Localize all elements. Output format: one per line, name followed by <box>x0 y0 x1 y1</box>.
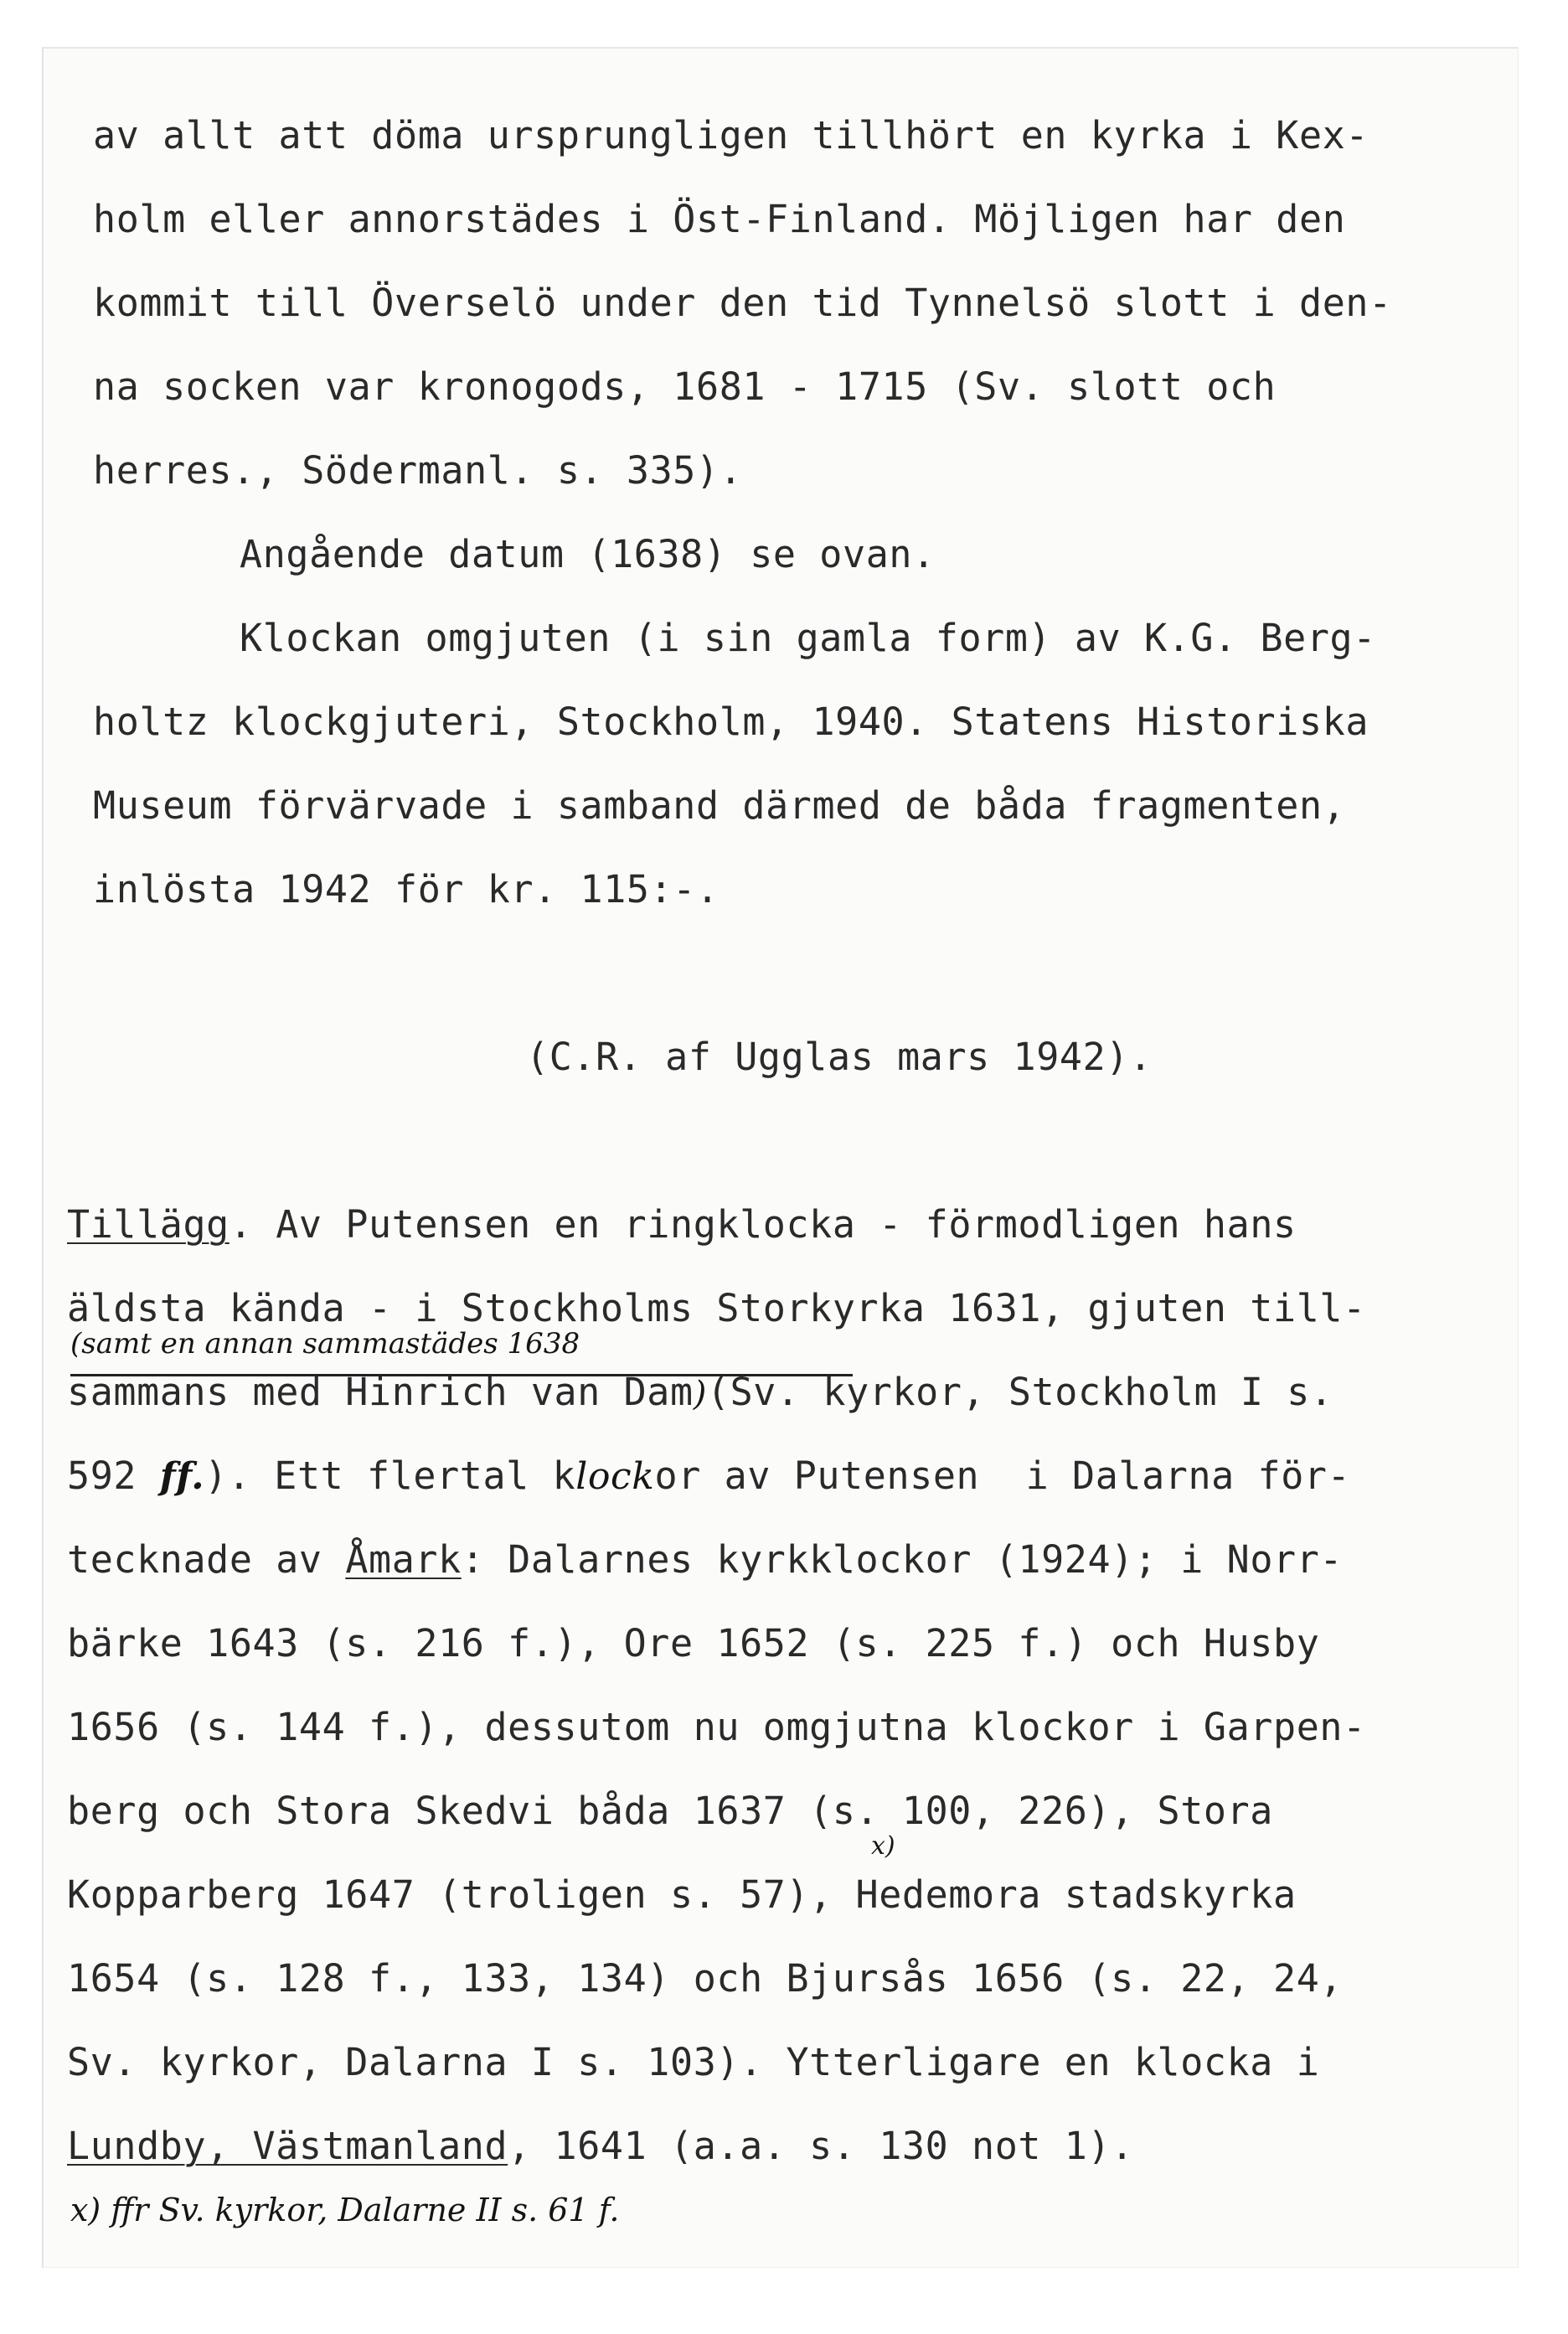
text-line: berg och Stora Skedvi båda 1637 (s. 100, 226), Stora <box>67 1789 1273 1833</box>
text-line: herres., Södermanl. s. 335). <box>93 448 743 493</box>
text-line: äldsta kända - i Stockholms Storkyrka 1631, gjuten till- <box>67 1286 1366 1330</box>
text-line: av allt att döma ursprungligen tillhört en kyrka i Kex- <box>93 113 1369 157</box>
text-line: Sv. kyrkor, Dalarna I s. 103). Ytterligare en klocka i <box>67 2040 1320 2084</box>
text-line: holtz klockgjuteri, Stockholm, 1940. Statens Historiska <box>93 700 1369 744</box>
footnote-mark: x) <box>871 1831 895 1861</box>
text-span: tecknade av <box>67 1537 346 1582</box>
text-line <box>67 1451 1350 1502</box>
handwritten-insert: (samt en annan sammastädes 1638 <box>70 1327 580 1361</box>
signature-line: (C.R. af Ugglas mars 1942). <box>526 1035 1153 1079</box>
text-line <box>67 2121 1134 2171</box>
text-span: . Av Putensen en ringklocka - förmodligen hans <box>229 1202 1297 1247</box>
text-line: Kopparberg 1647 (troligen s. 57), Hedemora stadskyrka <box>67 1872 1297 1917</box>
text-line: Klockan omgjuten (i sin gamla form) av K.G. Berg- <box>240 616 1376 660</box>
handwritten-lock: lock <box>575 1455 655 1498</box>
amark-reference: Åmark <box>345 1537 462 1582</box>
handwritten-footnote: x) ffr Sv. kyrkor, Dalarne II s. 61 f. <box>70 2192 620 2228</box>
text-line: 1656 (s. 144 f.), dessutom nu omgjutna klockor i Garpen- <box>67 1705 1366 1749</box>
text-line <box>67 1200 1297 1250</box>
text-line: bärke 1643 (s. 216 f.), Ore 1652 (s. 225 f.) och Husby <box>67 1621 1320 1665</box>
lundby-reference: Lundby, Västmanland <box>67 2124 508 2168</box>
text-span: or av Putensen i Dalarna för- <box>654 1454 1351 1498</box>
text-line: kommit till Överselö under den tid Tynnelsö slott i den- <box>93 281 1392 325</box>
text-line: Museum förvärvade i samband därmed de båda fragmenten, <box>93 783 1346 828</box>
text-line <box>67 1535 1343 1585</box>
text-line: 1654 (s. 128 f., 133, 134) och Bjursås 1656 (s. 22, 24, <box>67 1956 1344 2001</box>
handwritten-ff: ff. <box>159 1455 205 1498</box>
handwritten-bracket: ) <box>693 1375 707 1413</box>
text-span: , 1641 (a.a. s. 130 not 1). <box>508 2124 1134 2168</box>
text-span: sammans med Hinrich van Dam <box>67 1370 694 1414</box>
text-line: Angående datum (1638) se ovan. <box>240 532 936 576</box>
text-line: holm eller annorstädes i Öst-Finland. Möjligen har den <box>93 197 1346 241</box>
addendum-heading: Tillägg <box>67 1202 230 1247</box>
text-line: inlösta 1942 för kr. 115:-. <box>93 867 720 911</box>
text-line: na socken var kronogods, 1681 - 1715 (Sv. slott och <box>93 364 1277 409</box>
text-span: (Sv. kyrkor, Stockholm I s. <box>706 1370 1333 1414</box>
text-line <box>67 1367 1333 1419</box>
text-span: : Dalarnes kyrkklockor (1924); i Norr- <box>461 1537 1344 1582</box>
text-span: 592 <box>67 1454 160 1498</box>
text-span: ). Ett flertal k <box>204 1454 576 1498</box>
